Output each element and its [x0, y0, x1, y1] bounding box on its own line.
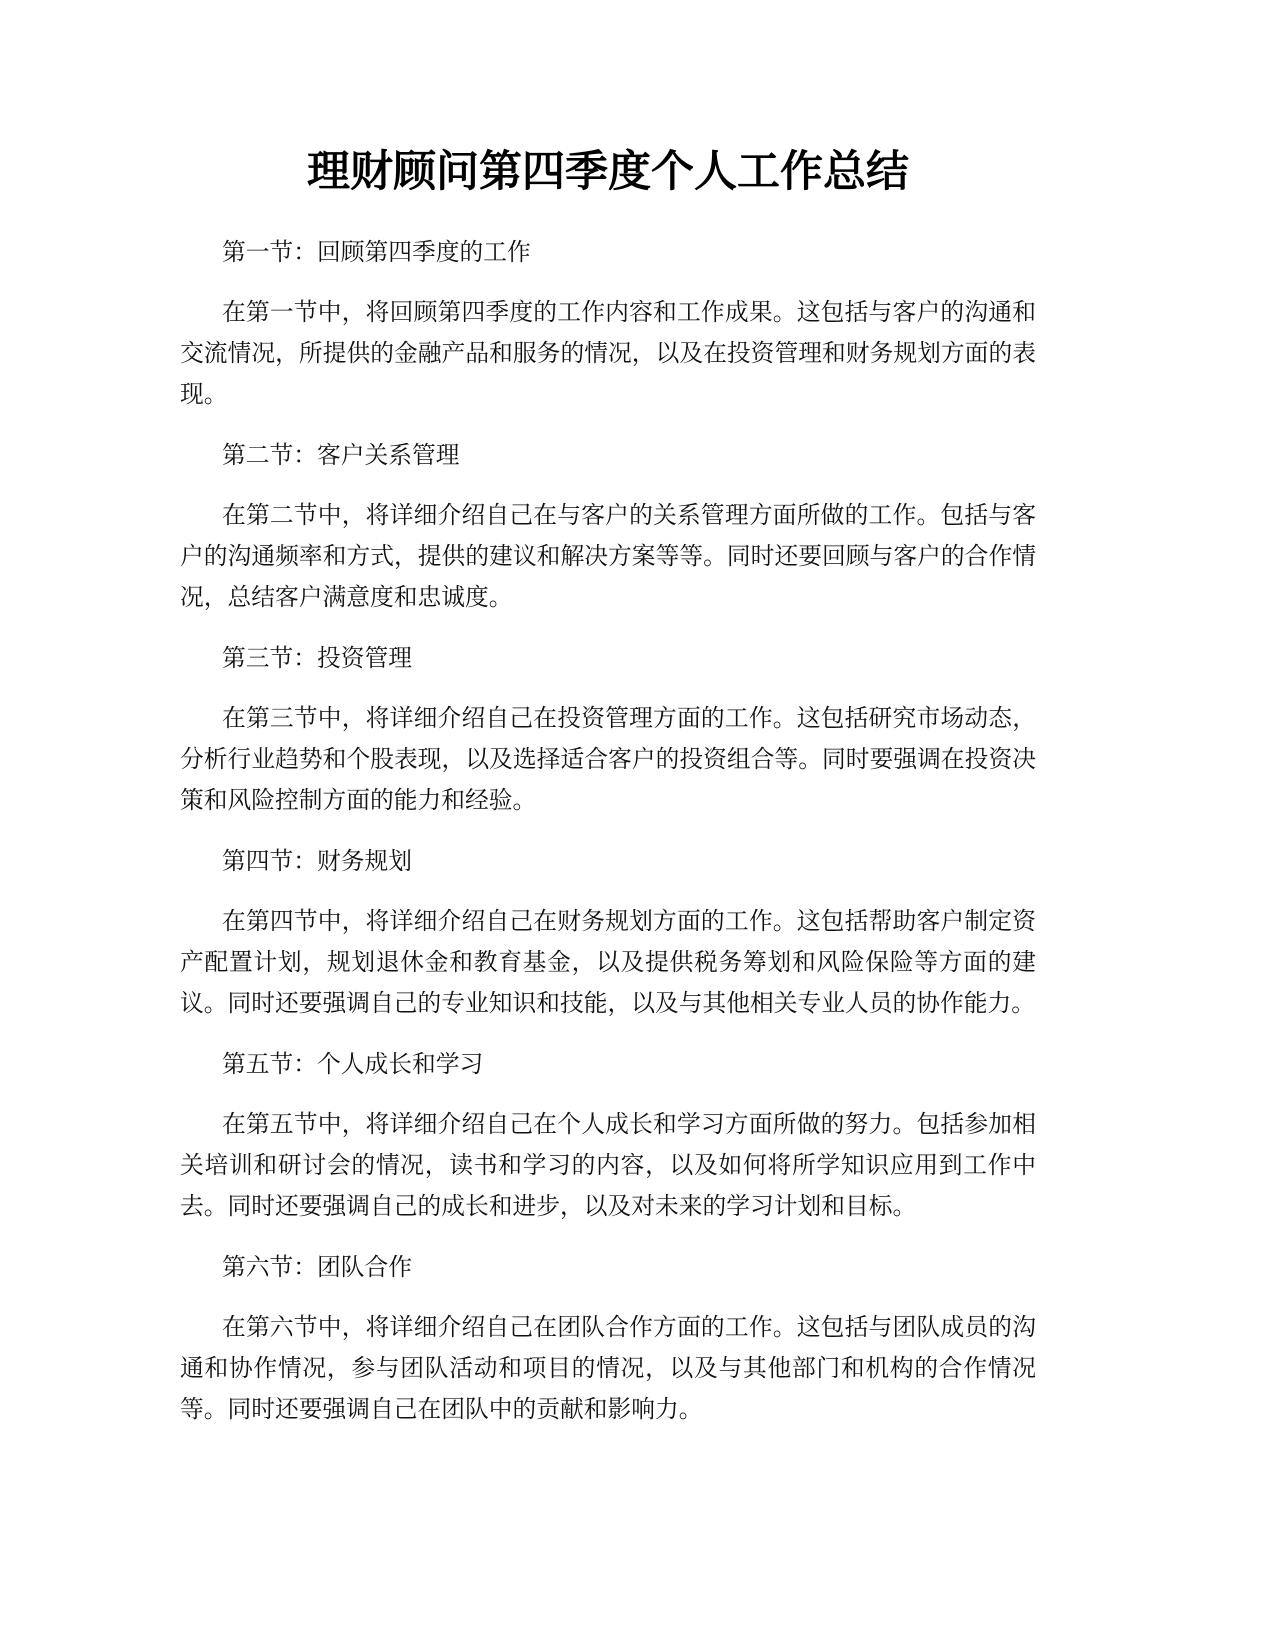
- section-heading: 第一节：回顾第四季度的工作: [222, 237, 531, 266]
- section-heading: 第三节：投资管理: [222, 643, 413, 672]
- paragraph-line: 关培训和研讨会的情况，读书和学习的内容，以及如何将所学知识应用到工作中: [180, 1151, 1036, 1179]
- paragraph-line: 通和协作情况，参与团队活动和项目的情况，以及与其他部门和机构的合作情况: [180, 1354, 1036, 1382]
- section-paragraph: [180, 1104, 1036, 1227]
- document-body: [180, 142, 1036, 1450]
- paragraph-line: 在第四节中，将详细介绍自己在财务规划方面的工作。这包括帮助客户制定资: [222, 907, 1036, 935]
- section-heading: 第四节：财务规划: [222, 846, 413, 875]
- paragraph-line: 产配置计划，规划退休金和教育基金，以及提供税务筹划和风险保险等方面的建: [180, 948, 1036, 976]
- section-paragraph: [180, 1307, 1036, 1430]
- section-paragraph: [180, 698, 1036, 821]
- section-paragraph: [180, 292, 1036, 415]
- paragraph-line: 议。同时还要强调自己的专业知识和技能，以及与其他相关专业人员的协作能力。: [180, 989, 1036, 1017]
- paragraph-line: 去。同时还要强调自己的成长和进步，以及对未来的学习计划和目标。: [180, 1192, 917, 1220]
- paragraph-line: 现。: [180, 380, 228, 408]
- document-title: 理财顾问第四季度个人工作总结: [307, 147, 909, 197]
- section-paragraph: [180, 901, 1036, 1024]
- paragraph-line: 况，总结客户满意度和忠诚度。: [180, 583, 513, 611]
- paragraph-line: 在第二节中，将详细介绍自己在与客户的关系管理方面所做的工作。包括与客: [222, 501, 1036, 529]
- paragraph-line: 在第一节中，将回顾第四季度的工作内容和工作成果。这包括与客户的沟通和: [222, 298, 1036, 326]
- paragraph-line: 在第三节中，将详细介绍自己在投资管理方面的工作。这包括研究市场动态，: [222, 704, 1036, 732]
- paragraph-line: 在第五节中，将详细介绍自己在个人成长和学习方面所做的努力。包括参加相: [222, 1110, 1036, 1138]
- section-paragraph: [180, 495, 1036, 618]
- paragraph-line: 策和风险控制方面的能力和经验。: [180, 786, 537, 814]
- paragraph-line: 交流情况，所提供的金融产品和服务的情况，以及在投资管理和财务规划方面的表: [180, 339, 1036, 367]
- section-heading: 第六节：团队合作: [222, 1252, 413, 1281]
- paragraph-line: 分析行业趋势和个股表现，以及选择适合客户的投资组合等。同时要强调在投资决: [180, 745, 1036, 773]
- paragraph-line: 户的沟通频率和方式，提供的建议和解决方案等等。同时还要回顾与客户的合作情: [180, 542, 1036, 570]
- section-heading: 第五节：个人成长和学习: [222, 1049, 484, 1078]
- paragraph-line: 等。同时还要强调自己在团队中的贡献和影响力。: [180, 1395, 703, 1423]
- section-heading: 第二节：客户关系管理: [222, 440, 460, 469]
- paragraph-line: 在第六节中，将详细介绍自己在团队合作方面的工作。这包括与团队成员的沟: [222, 1313, 1036, 1341]
